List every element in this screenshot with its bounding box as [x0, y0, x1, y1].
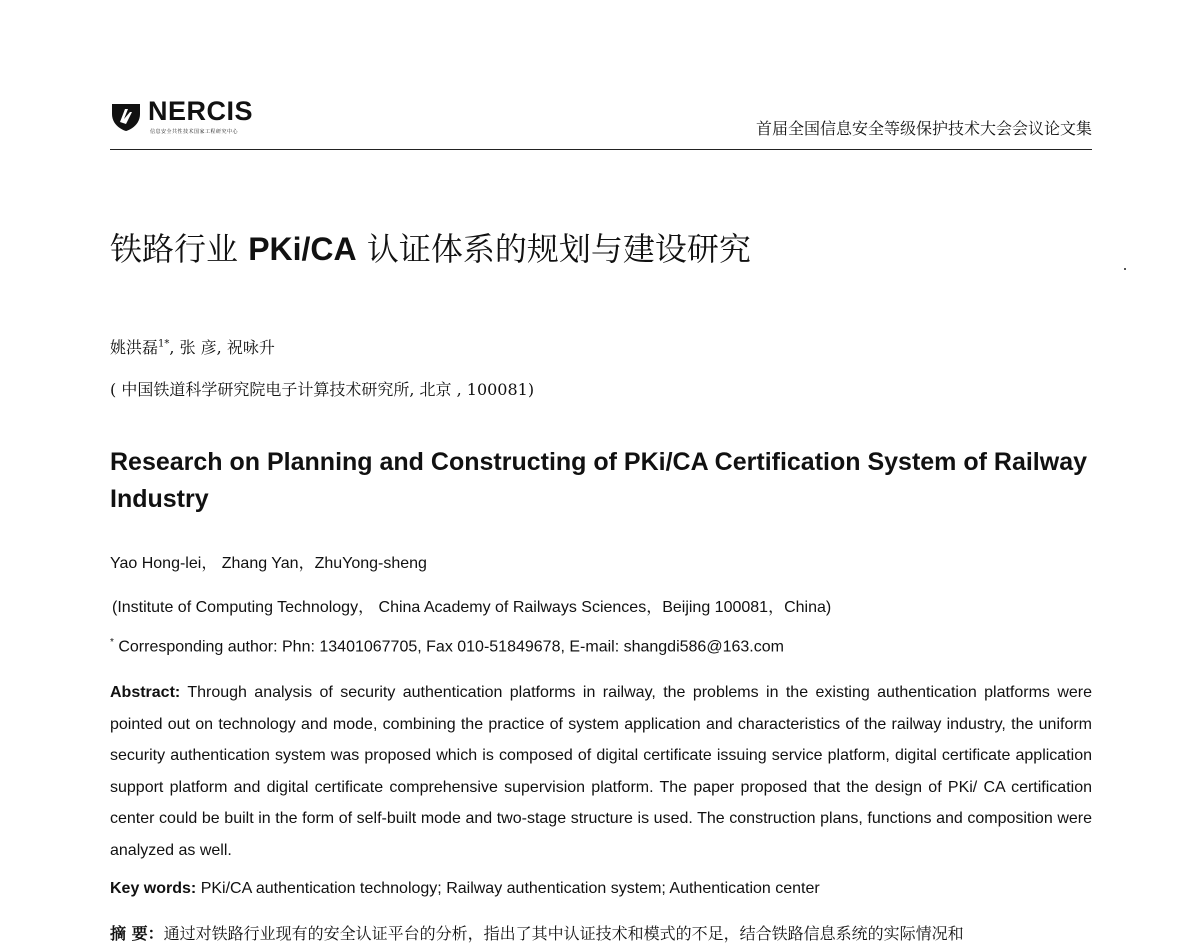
- title-cn-prefix: 铁路行业: [110, 230, 249, 268]
- paper-title-cn: [110, 224, 751, 270]
- corresponding-mark: *: [110, 637, 114, 648]
- logo-wordmark: NERCIS: [148, 96, 254, 126]
- authors-en: Yao Hong-lei， Zhang Yan，ZhuYong-sheng: [110, 555, 427, 572]
- abstract-text: Through analysis of security authentication platforms in railway, the problems in the existing authentication platforms were pointed out on technology and mode, combining the practice of system application and characteristics of the railway industry, the uniform security authentication system was proposed which is composed of digital certificate issuing service platform, digital certificate application support platform and digital certificate comprehensive supervision platform. The paper proposed that the design of PKi/ CA certification center could be built in the form of self-built mode and two-stage structure is used. The construction plans, functions and composition were analyzed as well.: [110, 684, 1092, 859]
- author-mark: 1*: [158, 338, 170, 350]
- keywords-text: PKi/CA authentication technology; Railway authentication system; Authentication center: [196, 880, 820, 897]
- title-cn-bold: PKi/CA: [248, 231, 357, 267]
- affiliation-cn: ( 中国铁道科学研究院电子计算技术研究所, 北京 , 100081): [110, 380, 535, 399]
- keywords: [110, 880, 820, 898]
- stray-mark: [1124, 268, 1126, 270]
- header-rule: [110, 149, 1092, 150]
- abstract: [110, 677, 1092, 866]
- abstract-cn-text: 通过对铁路行业现有的安全认证平台的分析，指出了其中认证技术和模式的不足，结合铁路信息系统的实际情况和: [163, 924, 964, 943]
- abstract-cn: [110, 921, 1092, 944]
- running-head: 首届全国信息安全等级保护技术大会会议论文集: [755, 119, 1092, 138]
- title-cn-suffix: 认证体系的规划与建设研究: [356, 230, 751, 268]
- authors-cn-rest: , 张 彦, 祝咏升: [169, 338, 275, 357]
- shield-logo-icon: [110, 100, 142, 132]
- page-header: [110, 98, 1092, 156]
- author-cn-first: 姚洪磊: [110, 338, 159, 357]
- keywords-label: Key words:: [110, 880, 197, 897]
- abstract-cn-label: 摘 要：: [110, 924, 164, 943]
- abstract-label: Abstract:: [110, 684, 181, 701]
- paper-title-en: Research on Planning and Constructing of PKi/CA Certification System of Railway Industry: [110, 448, 1088, 513]
- authors-cn: [110, 335, 275, 358]
- affiliation-en: (Institute of Computing Technology， China Academy of Railways Sciences，Beijing 100081，China): [112, 599, 832, 616]
- corresponding-author: [110, 637, 784, 656]
- corresponding-text: Corresponding author: Phn: 13401067705, Fax 010-51849678, E-mail: shangdi586@163.com: [113, 638, 784, 656]
- logo-subtitle: 信息安全共性技术国家工程研究中心: [150, 129, 239, 135]
